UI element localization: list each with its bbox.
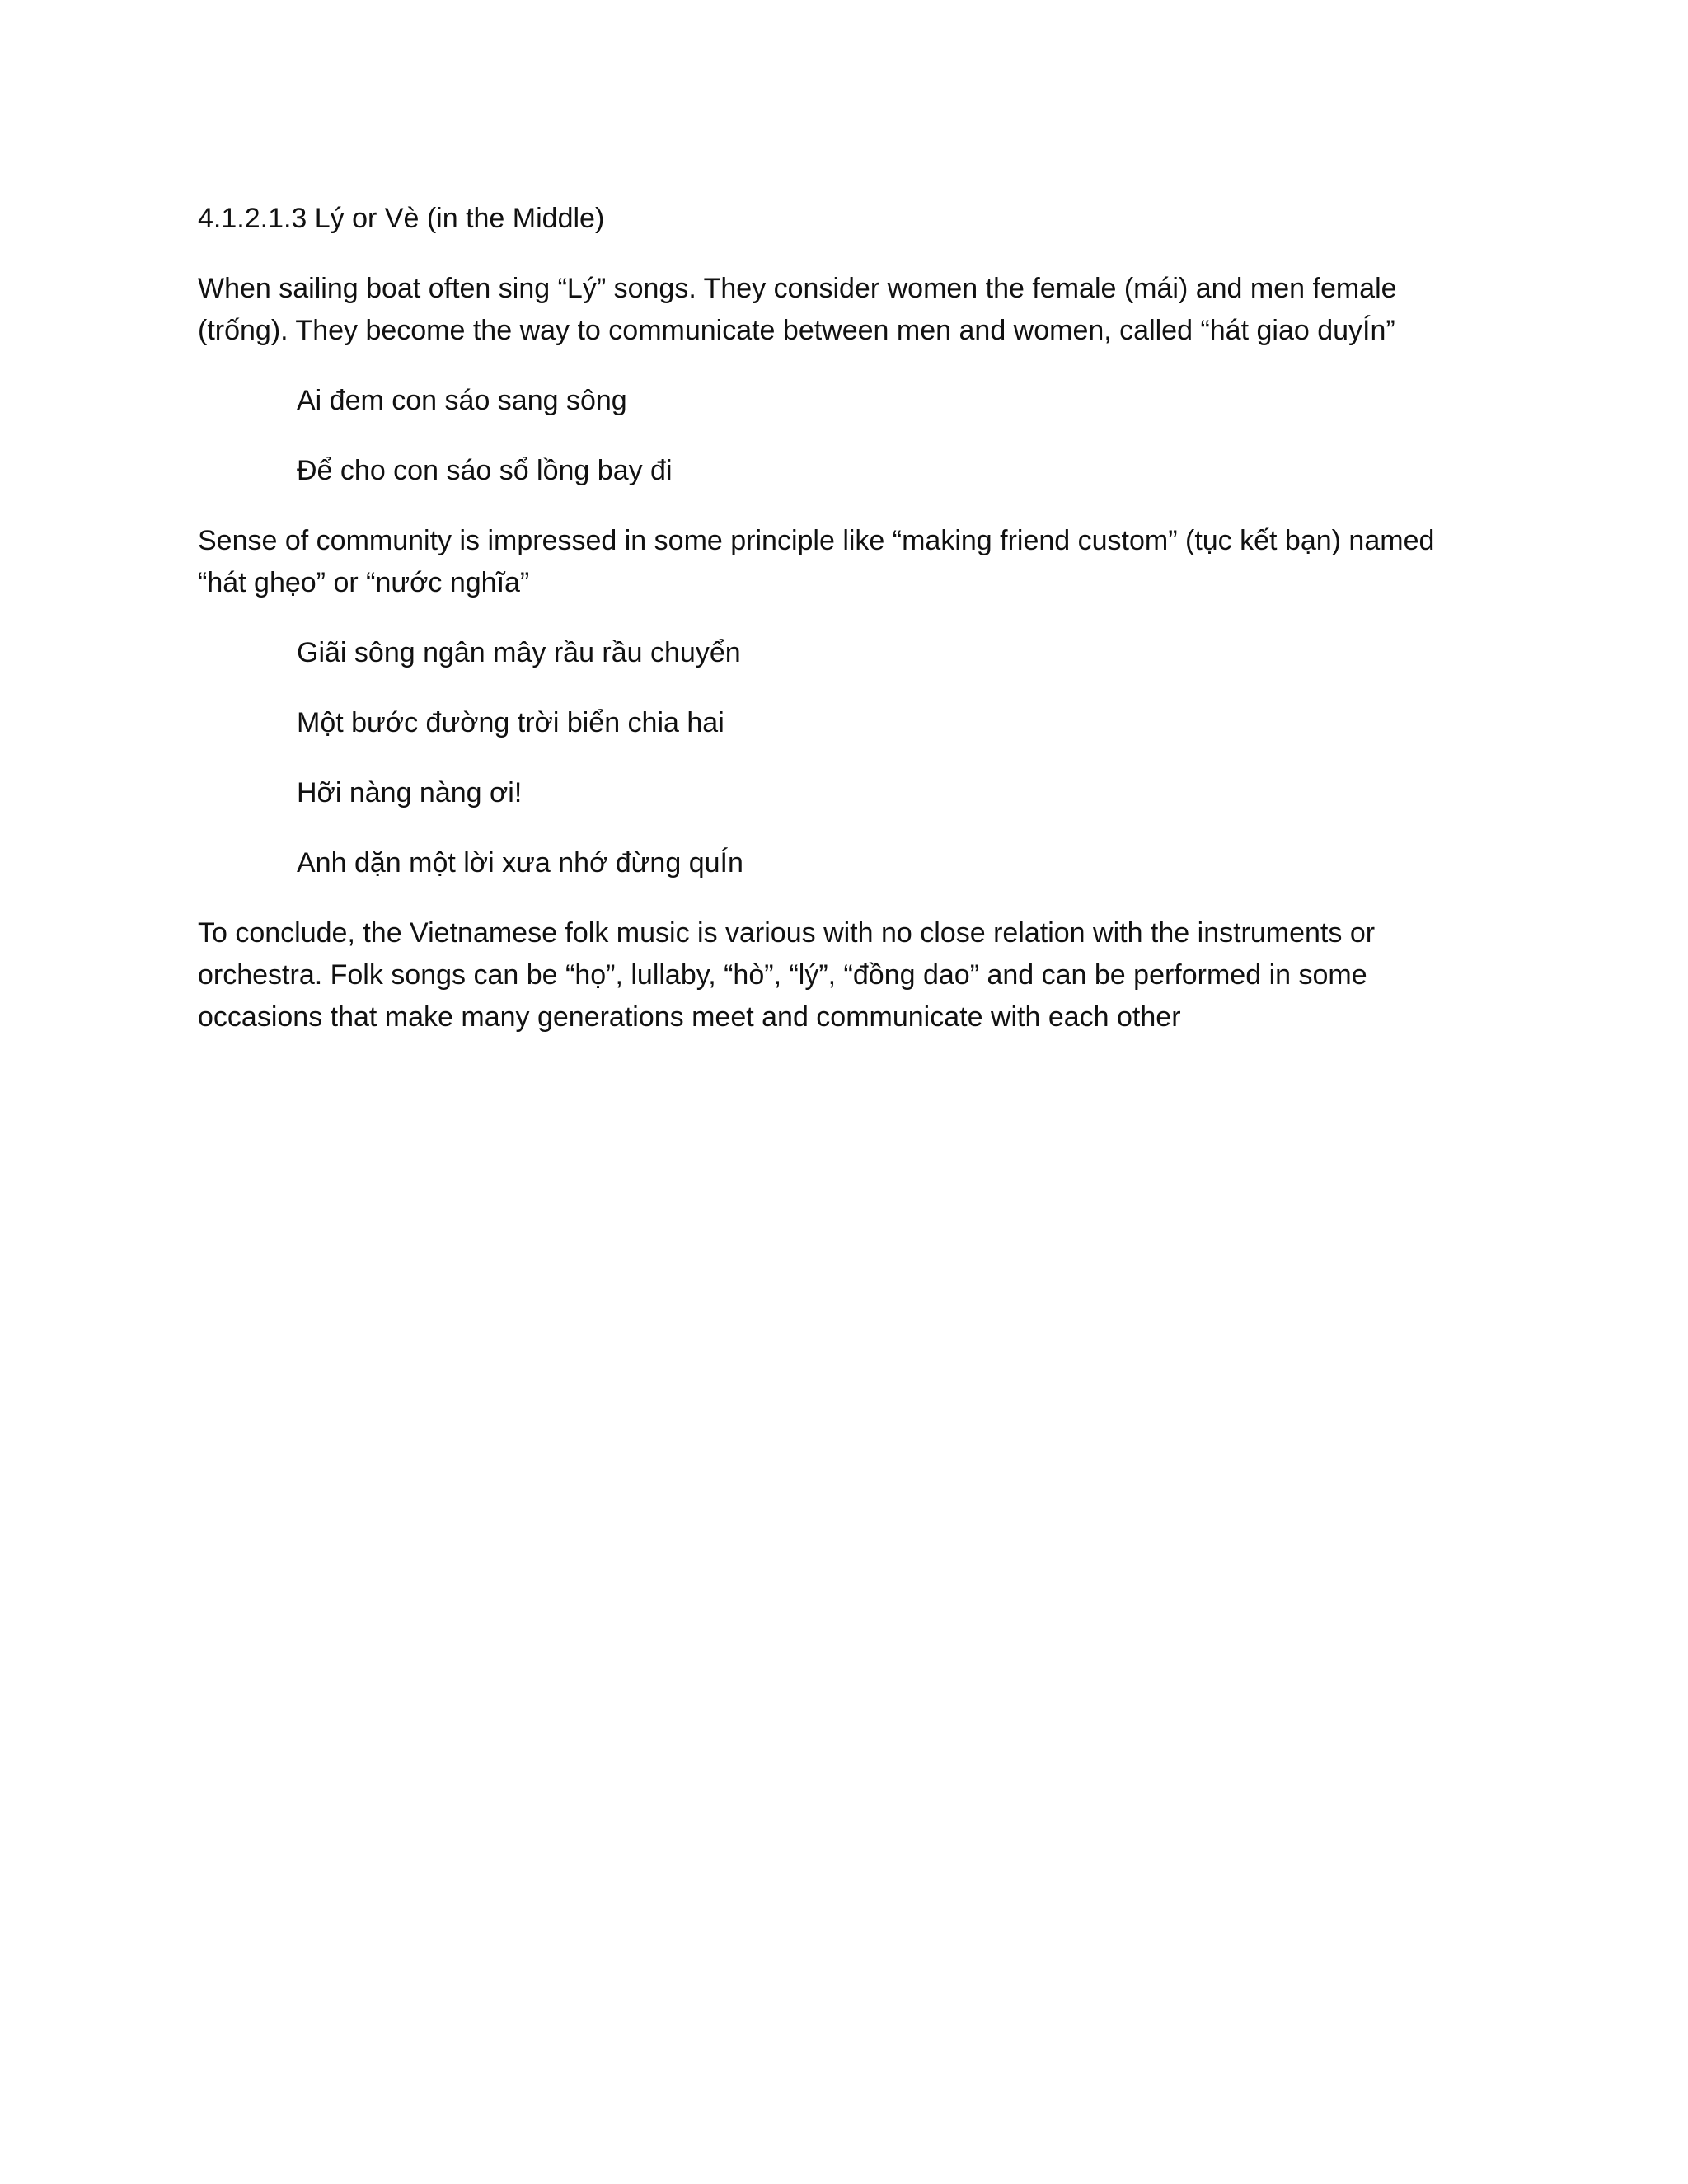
paragraph-ly-songs: When sailing boat often sing “Lý” songs. They consider women the female (mái) and men female (trống). They become the way to communicate between men and women, called “hát giao duyÍn” (198, 273, 1397, 346)
verse-line: Hỡi nàng nàng ơi! (297, 777, 523, 808)
paragraph-community: Sense of community is impressed in some principle like “making friend custom” (tục kết bạn) named “hát ghẹo” or “nước nghĩa” (198, 525, 1435, 598)
document-body (198, 198, 1484, 1066)
verse-line: Giãi sông ngân mây rầu rầu chuyển (297, 637, 741, 668)
verse-line: Anh dặn một lời xưa nhớ đừng quÍn (297, 847, 743, 879)
verse-line: Một bước đường trời biển chia hai (297, 707, 724, 738)
paragraph-conclusion: To conclude, the Vietnamese folk music is various with no close relation with the instruments or orchestra. Folk songs can be “họ”, lullaby, “hò”, “lý”, “đồng dao” and can be performed in some occasions that make many generations meet and communicate with each other (198, 917, 1376, 1033)
verse-line: Để cho con sáo sổ lồng bay đi (297, 455, 673, 486)
section-heading: 4.1.2.1.3 Lý or Vè (in the Middle) (198, 203, 605, 234)
verse-line: Ai đem con sáo sang sông (297, 385, 627, 416)
